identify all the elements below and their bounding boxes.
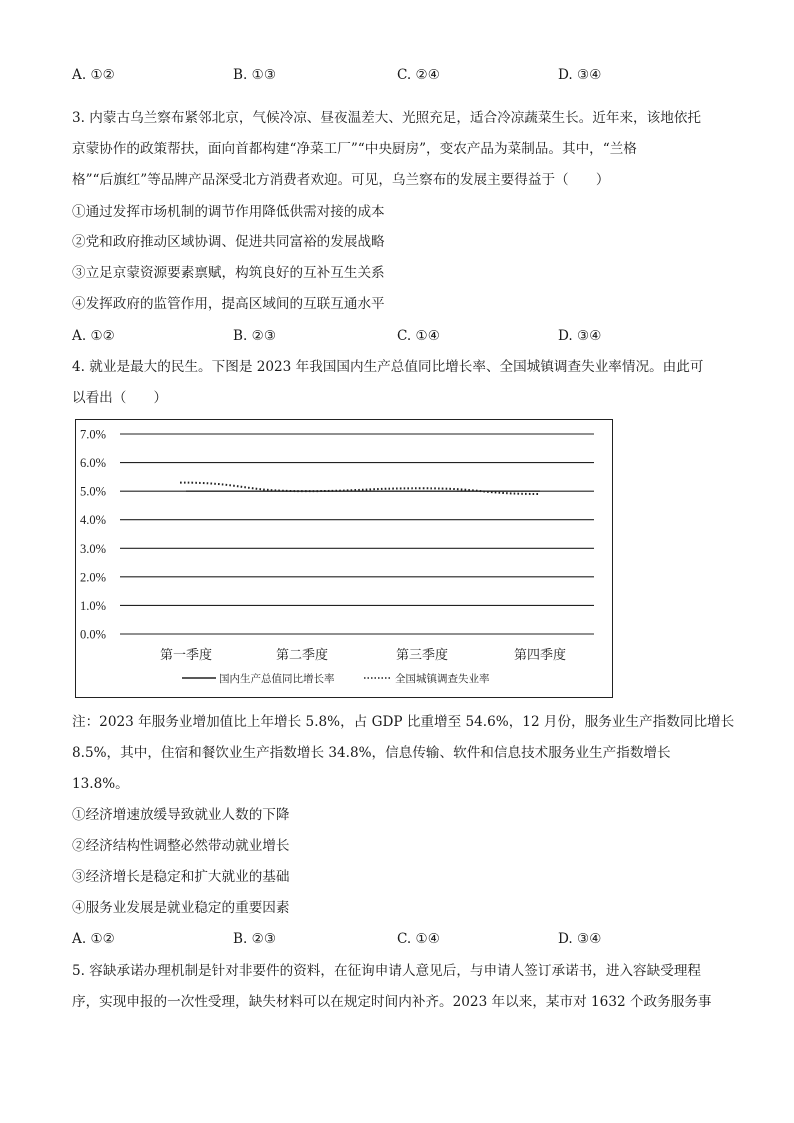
q3-stem-line-2: 京蒙协作的政策帮扶，面向首都构建“净菜工厂”“中央厨房”，变农产品为菜制品。其中，“兰格	[72, 141, 637, 157]
q4-statement-1: ①经济增速放缓导致就业人数的下降	[72, 807, 290, 823]
q4-stem-line-2: 以看出（ ）	[72, 390, 168, 406]
q4-note-line-2: 8.5%，其中，住宿和餐饮业生产指数增长 34.8%，信息传输、软件和信息技术服务业生产指数增长	[72, 745, 671, 761]
q3-stem-line-1: 3. 内蒙古乌兰察布紧邻北京，气候冷凉、昼夜温差大、光照充足，适合冷凉蔬菜生长。近年来，该地依托	[72, 110, 702, 126]
y-tick-label: 3.0%	[80, 541, 107, 556]
q3-statement-4: ④发挥政府的监管作用，提高区域间的互联互通水平	[72, 296, 385, 312]
legend-label-unemployment: 全国城镇调查失业率	[395, 673, 490, 685]
q5-stem-line-1: 5. 容缺承诺办理机制是针对非要件的资料，在征询申请人意见后，与申请人签订承诺书，进入容缺受理程	[72, 963, 702, 979]
y-tick-label: 2.0%	[80, 570, 107, 585]
gdp-unemployment-chart	[75, 419, 613, 698]
q3-option-a[interactable]: A. ①②	[72, 328, 115, 344]
q2-option-d[interactable]: D. ③④	[558, 67, 602, 83]
q3-stem-line-3: 格”“后旗红”等品牌产品深受北方消费者欢迎。可见，乌兰察布的发展主要得益于（ ）	[72, 172, 610, 188]
y-tick-label: 0.0%	[80, 627, 107, 642]
q4-statement-2: ②经济结构性调整必然带动就业增长	[72, 838, 290, 854]
q3-option-d[interactable]: D. ③④	[558, 328, 602, 344]
q3-option-b[interactable]: B. ②③	[233, 328, 277, 344]
legend-label-gdp: 国内生产总值同比增长率	[219, 673, 335, 685]
x-category-label: 第二季度	[275, 648, 329, 663]
q3-option-c[interactable]: C. ①④	[397, 328, 440, 344]
x-category-label: 第一季度	[159, 648, 213, 663]
q4-note-line-3: 13.8%。	[72, 776, 129, 792]
q4-stem-line-1: 4. 就业是最大的民生。下图是 2023 年我国国内生产总值同比增长率、全国城镇调查失业率情况。由此可	[72, 359, 704, 375]
y-tick-label: 7.0%	[80, 427, 107, 442]
q4-note-line-1: 注：2023 年服务业增加值比上年增长 5.8%，占 GDP 比重增至 54.6%，12 月份，服务业生产指数同比增长	[72, 714, 735, 730]
q2-option-b[interactable]: B. ①③	[233, 67, 277, 83]
q4-option-b[interactable]: B. ②③	[233, 931, 277, 947]
q4-option-d[interactable]: D. ③④	[558, 931, 602, 947]
y-tick-label: 1.0%	[80, 598, 107, 613]
q4-option-a[interactable]: A. ①②	[72, 931, 115, 947]
q3-statement-2: ②党和政府推动区域协调、促进共同富裕的发展战略	[72, 234, 385, 250]
q2-option-c[interactable]: C. ②④	[397, 67, 440, 83]
q4-statement-4: ④服务业发展是就业稳定的重要因素	[72, 900, 290, 916]
y-tick-label: 4.0%	[80, 513, 107, 528]
q3-statement-1: ①通过发挥市场机制的调节作用降低供需对接的成本	[72, 204, 385, 220]
y-tick-label: 5.0%	[80, 484, 107, 499]
x-category-label: 第四季度	[513, 648, 567, 663]
q4-statement-3: ③经济增长是稳定和扩大就业的基础	[72, 869, 290, 885]
q5-stem-line-2: 序，实现申报的一次性受理，缺失材料可以在规定时间内补齐。2023 年以来，某市对 1632 个政务服务事	[72, 994, 712, 1010]
q3-statement-3: ③立足京蒙资源要素禀赋，构筑良好的互补互生关系	[72, 265, 385, 281]
chart-canvas	[76, 420, 611, 696]
y-tick-label: 6.0%	[80, 456, 107, 471]
unemployment-rate-line	[180, 483, 540, 494]
q2-option-a[interactable]: A. ①②	[72, 67, 115, 83]
x-category-label: 第三季度	[395, 648, 449, 663]
q4-option-c[interactable]: C. ①④	[397, 931, 440, 947]
